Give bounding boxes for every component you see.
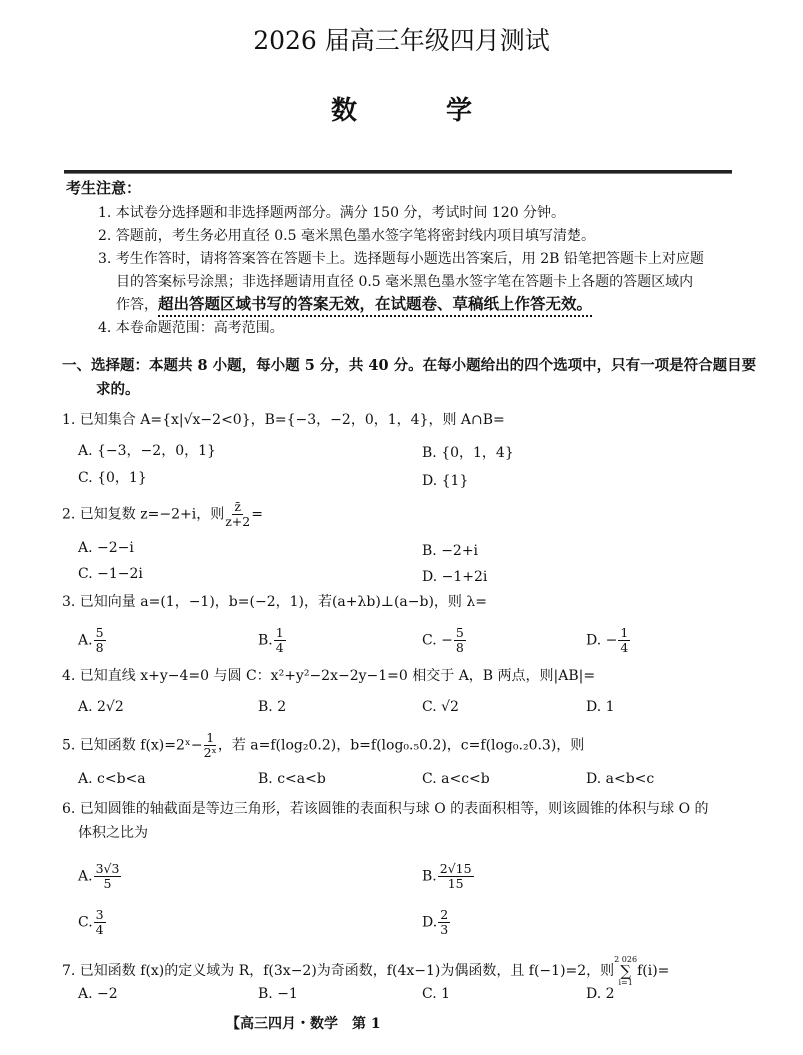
q5-option-a: A. c<b<a	[78, 771, 146, 787]
q7-stem-end: f(i)=	[637, 963, 670, 979]
frac-num: 1	[206, 730, 215, 745]
q2-frac-num: z̄	[234, 499, 242, 514]
q4-option-c: C. √2	[422, 699, 459, 715]
q3-d-frac	[618, 626, 630, 655]
q5-option-d: D. a<b<c	[586, 771, 655, 787]
q7-option-c: C. 1	[422, 986, 451, 1002]
frac-num: 3	[95, 907, 104, 922]
sum-upper: 2 026	[614, 955, 638, 964]
question-4-stem: 4. 已知直线 x+y−4=0 与圆 C：x²+y²−2x−2y−1=0 相交于 A，B 两点，则|AB|=	[62, 668, 596, 684]
q6-c-frac	[94, 908, 106, 937]
frac-den: 15	[447, 876, 464, 891]
q7-option-a: A. −2	[78, 986, 118, 1002]
question-7-stem	[62, 955, 669, 987]
notice-item-1: 1. 本试卷分选择题和非选择题两部分。满分 150 分，考试时间 120 分钟。	[98, 205, 566, 221]
notice-item-3-cont: 目的答案标号涂黑；非选择题请用直径 0.5 毫米黑色墨水签字笔在答题卡上各题的答题区域内	[116, 274, 694, 290]
subject-title: 数 学	[330, 96, 513, 126]
section-heading: 一、选择题：本题共 8 小题，每小题 5 分，共 40 分。在每小题给出的四个选项中，只有一项是符合题目要	[62, 357, 757, 374]
q3-b-frac	[274, 626, 286, 655]
q2-stem-text: 2. 已知复数 z=−2+i，则	[62, 506, 225, 523]
q6-b-frac	[438, 862, 474, 891]
frac-den: 4	[95, 922, 104, 937]
frac-num: 2	[440, 907, 449, 922]
question-2-stem	[62, 500, 263, 529]
notice-emphasis: 超出答题区域书写的答案无效，在试题卷、草稿纸上作答无效。	[158, 295, 593, 313]
notice-item-4: 4. 本卷命题范围：高考范围。	[98, 320, 284, 336]
q1-option-d: D. {1}	[422, 473, 469, 489]
sum-lower: i=1	[618, 978, 633, 987]
frac-den: 4	[275, 640, 284, 655]
frac-num: 5	[95, 625, 104, 640]
q4-option-b: B. 2	[258, 699, 287, 715]
q2-option-a: A. −2−i	[78, 540, 134, 556]
q3-option-c	[422, 626, 467, 655]
frac-num: 3√3	[95, 861, 120, 876]
notice-item-3-emphasis-line	[116, 294, 592, 315]
q7-stem-text: 7. 已知函数 f(x)的定义域为 R，f(3x−2)为奇函数，f(4x−1)为偶函数，且 f(−1)=2，则	[62, 963, 615, 979]
q5-stem-text: 5. 已知函数 f(x)=2ˣ−	[62, 737, 203, 754]
notice-prefix: 作答，	[116, 297, 158, 313]
q2-option-b: B. −2+i	[422, 543, 479, 559]
exam-title: 2026 届高三年级四月测试	[253, 26, 550, 55]
frac-den: 2ˣ	[203, 745, 217, 760]
q6-d-frac	[438, 908, 450, 937]
frac-den: 3	[440, 922, 449, 937]
q3-d-label: D. −	[586, 632, 618, 649]
header-divider	[64, 170, 732, 174]
q6-a-frac	[94, 862, 122, 891]
q7-option-d: D. 2	[586, 986, 615, 1002]
q6-a-label: A.	[78, 868, 93, 885]
summation-symbol: 2 026 ∑ i=1	[614, 955, 638, 987]
question-6-stem-cont: 体积之比为	[78, 825, 148, 841]
question-6-stem: 6. 已知圆锥的轴截面是等边三角形，若该圆锥的表面积与球 O 的表面积相等，则该圆锥的体积与球 O 的	[62, 801, 709, 817]
q6-b-label: B.	[422, 868, 437, 885]
q3-b-label: B.	[258, 632, 273, 649]
q2-fraction	[225, 500, 250, 529]
frac-den: 8	[455, 640, 464, 655]
question-5-stem	[62, 731, 584, 760]
frac-den: 5	[103, 876, 112, 891]
q3-option-b	[258, 626, 287, 655]
q2-option-d: D. −1+2i	[422, 569, 488, 585]
q4-option-a: A. 2√2	[78, 699, 124, 715]
question-1-stem: 1. 已知集合 A={x|√x−2<0}，B={−3，−2，0，1，4}，则 A∩B=	[62, 412, 505, 428]
notice-item-2: 2. 答题前，考生务必用直径 0.5 毫米黑色墨水签字笔将密封线内项目填写清楚。	[98, 228, 595, 244]
section-heading-cont: 求的。	[96, 381, 140, 398]
frac-den: 8	[95, 640, 104, 655]
q2-frac-den: z+2	[225, 514, 251, 529]
q6-d-label: D.	[422, 914, 438, 931]
q1-option-c: C. {0，1}	[78, 470, 147, 486]
q1-option-b: B. {0，1，4}	[422, 445, 514, 461]
frac-num: 2√15	[439, 861, 472, 876]
q6-option-a	[78, 862, 122, 891]
q5-stem-end: ，若 a=f(log₂0.2)，b=f(log₀.₅0.2)，c=f(log₀.₂0.3)，则	[217, 737, 585, 754]
q1-option-a: A. {−3，−2，0，1}	[78, 443, 216, 459]
q5-option-b: B. c<a<b	[258, 771, 326, 787]
q4-option-d: D. 1	[586, 699, 615, 715]
q2-option-c: C. −1−2i	[78, 566, 143, 582]
q5-fraction	[204, 731, 217, 760]
q6-option-b	[422, 862, 475, 891]
q2-stem-end: =	[251, 506, 263, 523]
q3-c-label: C. −	[422, 632, 453, 649]
q3-option-a	[78, 626, 107, 655]
q6-option-d	[422, 908, 451, 937]
notice-item-3: 3. 考生作答时，请将答案答在答题卡上。选择题每小题选出答案后，用 2B 铅笔把答题卡上对应题	[98, 251, 704, 267]
q6-option-c	[78, 908, 107, 937]
question-3-stem: 3. 已知向量 a=(1，−1)，b=(−2，1)，若(a+λb)⊥(a−b)，则 λ=	[62, 594, 487, 610]
frac-num: 5	[455, 625, 464, 640]
q5-option-c: C. a<c<b	[422, 771, 490, 787]
frac-den: 4	[620, 640, 629, 655]
page-footer: 【高三四月・数学 第 1	[226, 1016, 381, 1032]
q3-c-frac	[454, 626, 466, 655]
q3-a-frac	[94, 626, 106, 655]
frac-num: 1	[275, 625, 284, 640]
frac-num: 1	[620, 625, 629, 640]
q3-a-label: A.	[78, 632, 93, 649]
notice-heading: 考生注意：	[66, 179, 142, 197]
q3-option-d	[586, 626, 631, 655]
q6-c-label: C.	[78, 914, 93, 931]
q7-option-b: B. −1	[258, 986, 298, 1002]
